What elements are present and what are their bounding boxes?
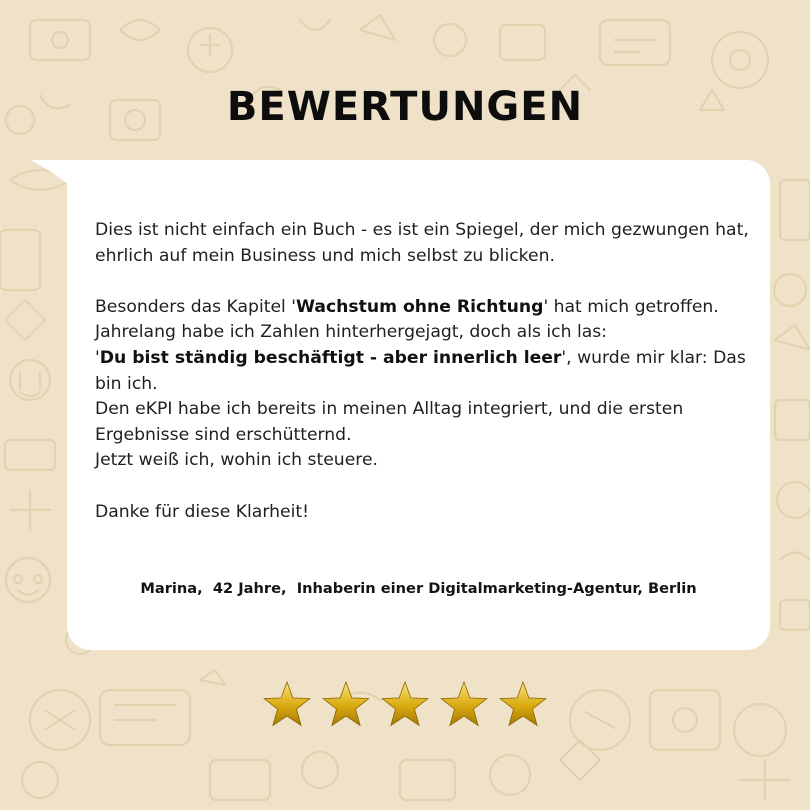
chapter-title-bold: Wachstum ohne Richtung (296, 296, 544, 317)
quote-prefix: ' (95, 347, 100, 368)
review-paragraph-intro: Dies ist nicht einfach ein Buch - es ist ein Spiegel, der mich gezwungen hat, ehrlich auf mein Business und mich selbst zu blicken. (95, 220, 749, 266)
chapter-suffix: ' hat mich getroffen. (543, 296, 719, 317)
review-line-quote (95, 346, 755, 397)
star-icon (380, 680, 430, 730)
star-icon (498, 680, 548, 730)
page-title: BEWERTUNGEN (226, 84, 584, 130)
quote-bold: Du bist ständig beschäftigt - aber innerlich leer (99, 347, 562, 368)
star-icon (439, 680, 489, 730)
review-text (95, 218, 755, 525)
paragraph-gap (95, 269, 755, 295)
paragraph-gap (95, 474, 755, 500)
review-author: Marina, 42 Jahre, Inhaberin einer Digitalmarketing-Agentur, Berlin (140, 580, 697, 597)
review-thanks: Danke für diese Klarheit! (95, 501, 309, 522)
star-rating (262, 680, 548, 730)
chapter-prefix: Besonders das Kapitel ' (95, 296, 297, 317)
star-icon (262, 680, 312, 730)
review-line-search: Jahrelang habe ich Zahlen hinterhergejagt, doch als ich las: (95, 322, 608, 343)
star-icon (321, 680, 371, 730)
review-paragraph-chapter (95, 295, 755, 321)
quote-suffix: ', wurde mir klar: Das bin ich. (95, 347, 746, 394)
review-line-direction: Jetzt weiß ich, wohin ich steuere. (95, 450, 378, 471)
review-line-ekpi: Den eKPI habe ich bereits in meinen Alltag integriert, und die ersten Ergebnisse sind erschütternd. (95, 399, 684, 445)
